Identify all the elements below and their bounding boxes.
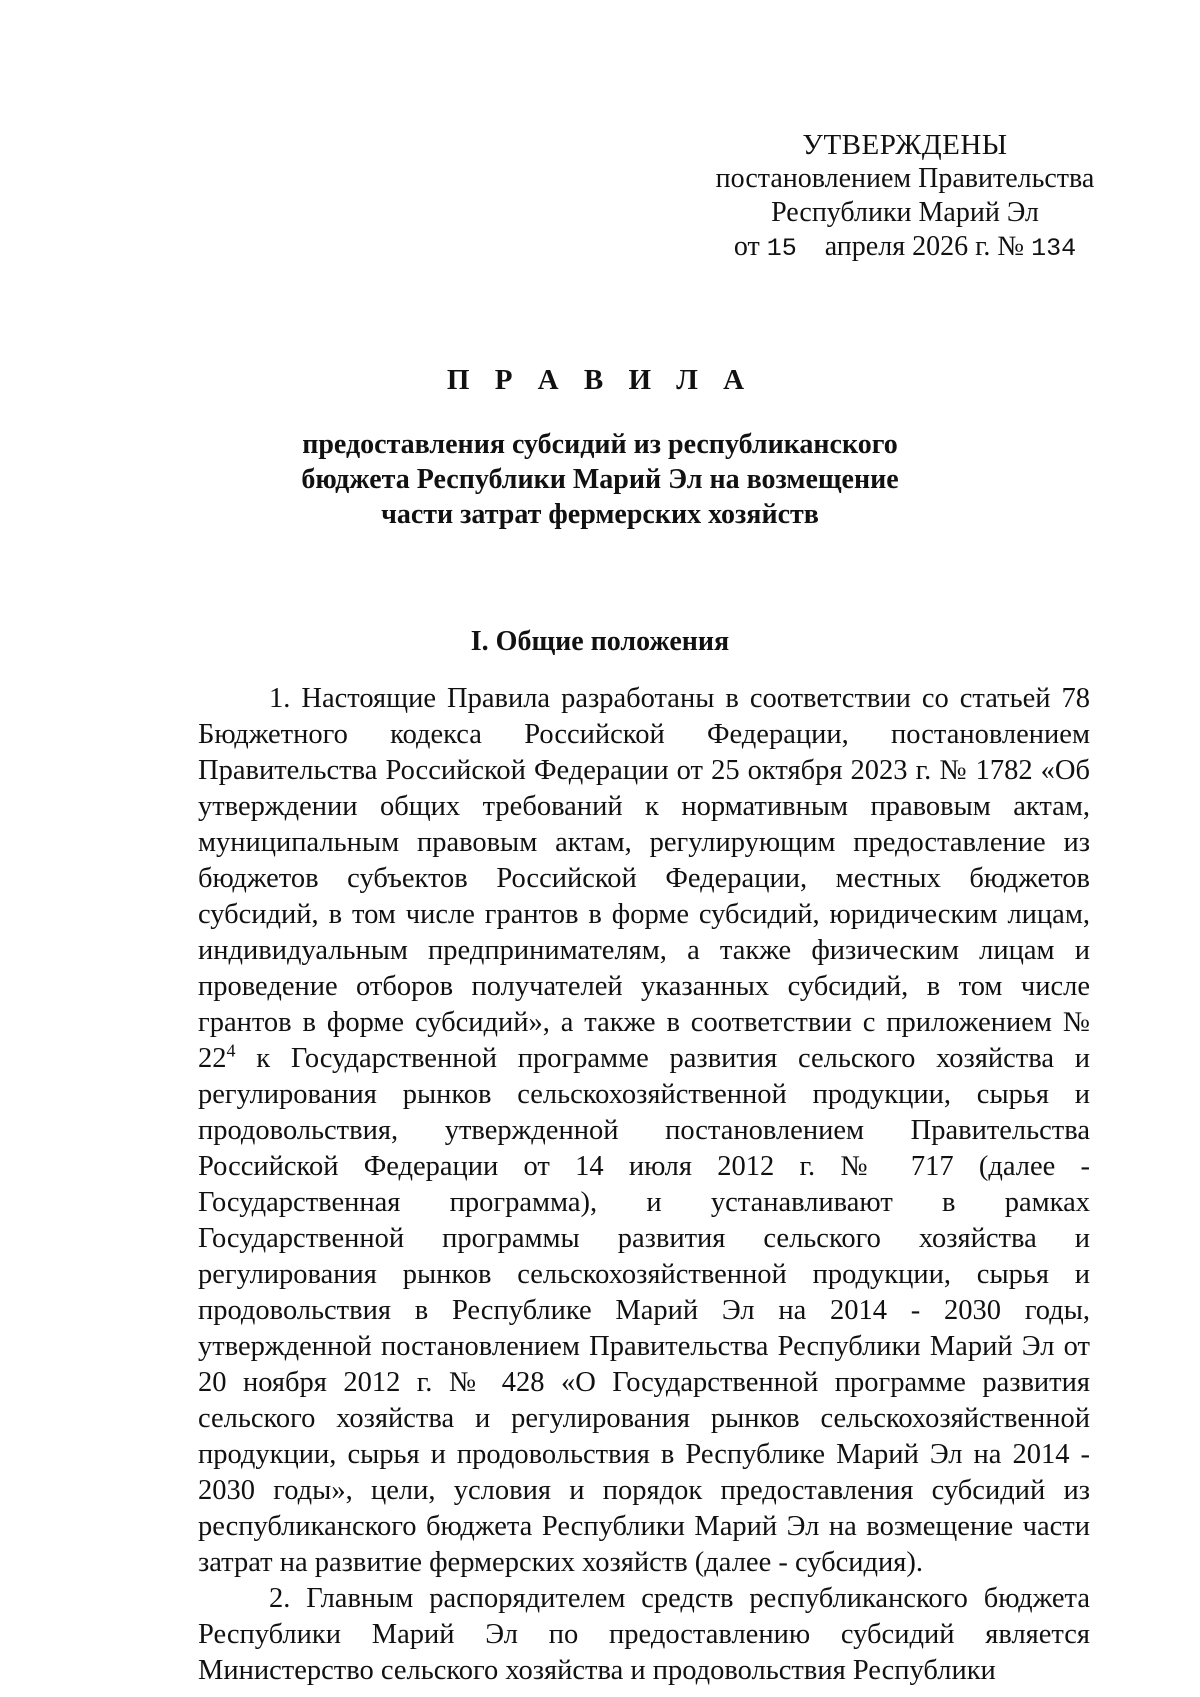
- paragraph-1: [198, 681, 1090, 1581]
- approval-line-1: постановлением Правительства: [715, 163, 1095, 194]
- approval-heading: УТВЕРЖДЕНЫ: [802, 129, 1008, 161]
- approval-date-prefix: от: [733, 231, 760, 262]
- section-heading: I. Общие положения: [470, 626, 730, 657]
- approval-number: 134: [1031, 234, 1077, 263]
- paragraph-2: 2. Главным распорядителем средств республиканского бюджета Республики Марий Эл по предоставлению субсидий является Министерство сельского хозяйства и продовольствия Республики: [198, 1583, 1090, 1686]
- approval-line-2: Республики Марий Эл: [771, 197, 1039, 228]
- approval-month-year: апреля 2026 г. №: [824, 231, 1025, 262]
- paragraph-1-part-a: 1. Настоящие Правила разработаны в соответствии со статьей 78 Бюджетного кодекса Российской Федерации, постановлением Правительства Российской Федерации от 25 октября 2023 г. № 1782 «Об утверждении общих требований к нормативным правовым актам, муниципальным правовым актам, регулирующим предоставление из бюджетов субъектов Российской Федерации, местных бюджетов субсидий, в том числе грантов в форме субсидий, юридическим лицам, индивидуальным предпринимателям, а также физическим лицам и проведение отборов получателей указанных субсидий, в том числе грантов в форме субсидий», а также в соответствии с приложением № 22: [198, 683, 1090, 1074]
- subtitle-line: бюджета Республики Марий Эл на возмещение: [301, 464, 899, 495]
- subtitle-line: части затрат фермерских хозяйств: [381, 499, 819, 530]
- subtitle-line: предоставления субсидий из республиканского: [302, 429, 898, 460]
- document-title: П Р А В И Л А: [446, 364, 754, 396]
- document-body: [198, 681, 1090, 1689]
- approval-stamp: [700, 128, 1110, 266]
- approval-date-line: [700, 230, 1110, 266]
- appendix-superscript: 4: [226, 1040, 236, 1061]
- approval-day: 15: [766, 234, 797, 263]
- document-subtitle: [0, 427, 1200, 532]
- paragraph-1-part-b: к Государственной программе развития сельского хозяйства и регулирования рынков сельскохозяйственной продукции, сырья и продовольствия, утвержденной постановлением Правительства Российской Федерации от 14 июля 2012 г. № 717 (далее - Государственная программа), и устанавливают в рамках Государственной программы развития сельского хозяйства и регулирования рынков сельскохозяйственной продукции, сырья и продовольствия в Республике Марий Эл на 2014 - 2030 годы, утвержденной постановлением Правительства Республики Марий Эл от 20 ноября 2012 г. № 428 «О Государственной программе развития сельского хозяйства и регулирования рынков сельскохозяйственной продукции, сырья и продовольствия в Республике Марий Эл на 2014 - 2030 годы», цели, условия и порядок предоставления субсидий из республиканского бюджета Республики Марий Эл на возмещение части затрат на развитие фермерских хозяйств (далее - субсидия).: [198, 1043, 1090, 1578]
